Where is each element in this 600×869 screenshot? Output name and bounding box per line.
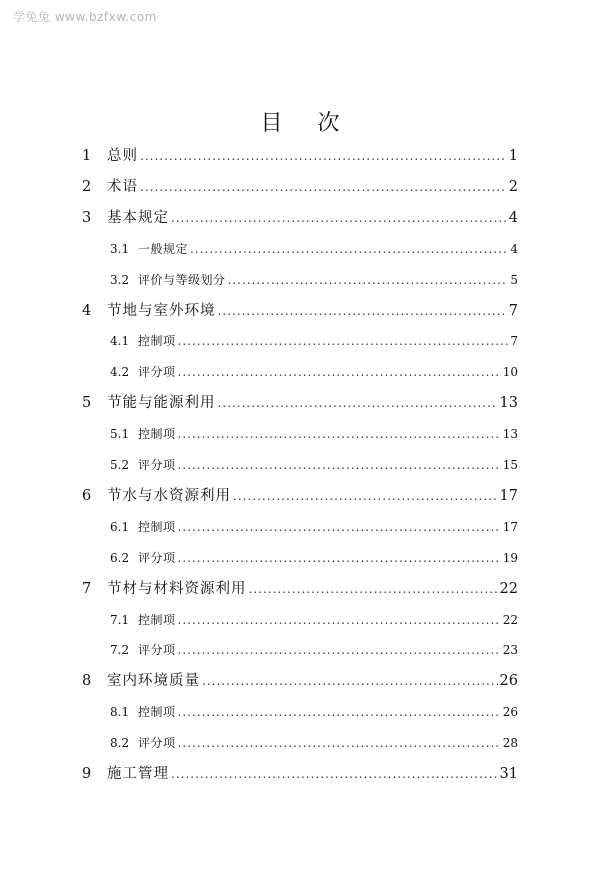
toc-entry-page-number: 5 — [510, 272, 518, 287]
toc-entry-page-number: 1 — [508, 148, 518, 164]
toc-entry-page-number: 4 — [510, 241, 518, 256]
toc-section-row[interactable] — [110, 516, 518, 538]
toc-entry-page-number: 22 — [502, 612, 518, 627]
toc-chapter-row[interactable] — [82, 485, 518, 507]
toc-entry-number: 3.2 — [110, 272, 130, 287]
toc-entry-number: 8 — [82, 673, 92, 690]
toc-entry-page-number: 23 — [502, 643, 518, 658]
toc-entry-page-number: 19 — [502, 550, 518, 565]
toc-chapter-row[interactable] — [82, 300, 518, 322]
toc-entry-label: 控制项 — [138, 519, 176, 534]
toc-entry-label: 一般规定 — [138, 241, 189, 256]
toc-section-row[interactable] — [110, 361, 518, 383]
toc-entry-page-number: 15 — [502, 458, 518, 472]
toc-entry-number: 4.1 — [110, 334, 130, 349]
dot-leader — [249, 578, 498, 600]
toc-entry-page-number: 2 — [508, 178, 518, 195]
toc-chapter-row[interactable] — [82, 763, 518, 785]
toc-entry-page-number: 4 — [508, 209, 518, 226]
toc-entry-number: 7.2 — [110, 643, 130, 658]
toc-entry-page-number: 7 — [508, 302, 518, 319]
toc-entry-page-number: 17 — [502, 519, 518, 534]
toc-section-row[interactable] — [110, 609, 518, 631]
toc-entry-number: 5.2 — [110, 458, 130, 472]
toc-entry-label: 节水与水资源利用 — [107, 487, 231, 504]
toc-entry-label: 节能与能源利用 — [107, 395, 216, 412]
toc-entry-label: 评分项 — [138, 458, 176, 472]
dot-leader — [178, 423, 501, 445]
toc-entry-page-number: 26 — [502, 705, 518, 720]
toc-entry-page-number: 22 — [499, 580, 518, 597]
toc-entry-label: 控制项 — [138, 334, 176, 349]
toc-entry-label: 节地与室外环境 — [107, 302, 216, 319]
dot-leader — [178, 609, 501, 631]
toc-section-row[interactable] — [110, 454, 518, 476]
dot-leader — [178, 516, 501, 538]
toc-entry-page-number: 28 — [502, 736, 518, 751]
toc-section-row[interactable] — [110, 238, 518, 260]
dot-leader — [178, 732, 501, 754]
dot-leader — [178, 330, 509, 352]
dot-leader — [178, 639, 501, 661]
dot-leader — [228, 269, 509, 291]
dot-leader — [178, 361, 501, 383]
toc-entry-label: 控制项 — [138, 612, 176, 627]
toc-entry-number: 1 — [82, 148, 92, 164]
toc-entry-label: 评分项 — [138, 736, 176, 751]
toc-entry-page-number: 13 — [499, 395, 518, 412]
dot-leader — [218, 392, 498, 414]
toc-entry-page-number: 31 — [499, 766, 518, 782]
toc-entry-number: 4.2 — [110, 365, 130, 380]
toc-entry-number: 2 — [82, 178, 92, 195]
toc-section-row[interactable] — [110, 547, 518, 569]
toc-entry-number: 3 — [82, 209, 92, 226]
toc-entry-page-number: 10 — [502, 365, 518, 380]
dot-leader — [171, 207, 507, 229]
toc-entry-number: 6 — [82, 487, 92, 504]
toc-entry-number: 5.1 — [110, 427, 130, 442]
toc-entry-page-number: 26 — [499, 673, 518, 690]
toc-chapter-row[interactable] — [82, 145, 518, 167]
toc-section-row[interactable] — [110, 701, 518, 723]
toc-section-row[interactable] — [110, 423, 518, 445]
toc-entry-number: 6.1 — [110, 519, 130, 534]
dot-leader — [178, 701, 501, 723]
dot-leader — [233, 485, 498, 507]
toc-entry-label: 节材与材料资源利用 — [107, 580, 247, 597]
dot-leader — [140, 145, 507, 167]
toc-entry-number: 3.1 — [110, 241, 130, 256]
toc-entry-number: 9 — [82, 766, 92, 782]
dot-leader — [178, 547, 501, 569]
toc-entry-page-number: 7 — [510, 334, 518, 349]
toc-entry-label: 控制项 — [138, 705, 176, 720]
toc-entry-label: 室内环境质量 — [107, 673, 200, 690]
toc-chapter-row[interactable] — [82, 578, 518, 600]
toc-chapter-row[interactable] — [82, 670, 518, 692]
dot-leader — [190, 238, 508, 260]
dot-leader — [218, 300, 507, 322]
toc-entry-number: 5 — [82, 395, 92, 412]
toc-entry-number: 7.1 — [110, 612, 130, 627]
watermark-text: 学兔兔 www.bzfxw.com — [13, 10, 157, 24]
toc-chapter-row[interactable] — [82, 207, 518, 229]
toc-entry-number: 8.2 — [110, 736, 130, 751]
toc-entry-label: 评价与等级划分 — [138, 272, 226, 287]
toc-chapter-row[interactable] — [82, 176, 518, 198]
dot-leader — [140, 176, 507, 198]
dot-leader — [178, 454, 501, 476]
toc-entry-label: 评分项 — [138, 643, 176, 658]
toc-chapter-row[interactable] — [82, 392, 518, 414]
toc-entry-number: 7 — [82, 580, 92, 597]
toc-section-row[interactable] — [110, 732, 518, 754]
dot-leader — [202, 670, 498, 692]
toc-entry-number: 4 — [82, 302, 92, 319]
toc-entry-number: 6.2 — [110, 550, 130, 565]
toc-entry-label: 总则 — [107, 148, 138, 164]
toc-entry-label: 控制项 — [138, 427, 176, 442]
toc-entry-page-number: 17 — [499, 487, 518, 504]
toc-section-row[interactable] — [110, 639, 518, 661]
toc-entry-page-number: 13 — [502, 427, 518, 442]
toc-section-row[interactable] — [110, 330, 518, 352]
toc-entry-label: 术语 — [107, 178, 138, 195]
page-title: 目 次 — [260, 111, 354, 136]
toc-entry-number: 8.1 — [110, 705, 130, 720]
dot-leader — [171, 763, 498, 785]
toc-entry-label: 基本规定 — [107, 209, 169, 226]
toc-entry-label: 评分项 — [138, 550, 176, 565]
toc-entry-label: 评分项 — [138, 365, 176, 380]
toc-entry-label: 施工管理 — [107, 766, 169, 782]
toc-section-row[interactable] — [110, 269, 518, 291]
